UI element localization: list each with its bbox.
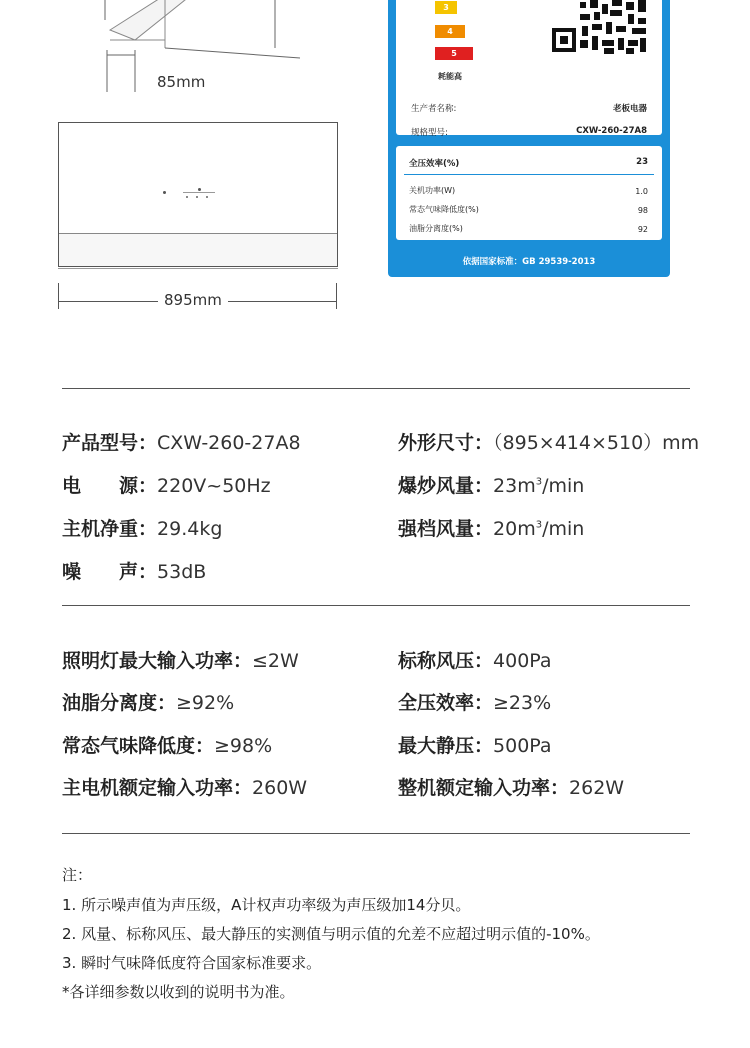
metric-value: 98 <box>637 206 648 215</box>
metric-label: 关机功率(W) <box>409 186 456 195</box>
spec-size: 外形尺寸：（895×414×510）mm <box>398 432 700 454</box>
primary-metric-label: 全压效率(%) <box>409 159 460 169</box>
note-item: 3. 瞬时气味降低度符合国家标准要求。 <box>62 954 322 972</box>
spec-odor-reduction: 常态气味降低度：≥98% <box>62 735 273 757</box>
note-item: *各详细参数以收到的说明书为准。 <box>62 983 295 1001</box>
model-value: CXW-260-27A8 <box>576 126 647 136</box>
note-item: 2. 风量、标称风压、最大静压的实测值与明示值的允差不应超过明示值的-10%。 <box>62 925 600 943</box>
qr-code-icon <box>550 0 650 56</box>
manufacturer-label: 生产者名称: <box>411 104 457 114</box>
spec-net-weight: 主机净重：29.4kg <box>62 518 223 540</box>
grade-5-bar: 5 <box>435 47 473 60</box>
control-dot <box>163 191 166 194</box>
spec-stirfry-airflow: 爆炒风量：$23m^3/\min$ <box>398 475 585 497</box>
grade-caption: 耗能高 <box>438 72 462 81</box>
divider <box>62 605 690 606</box>
depth-dimension: 85mm <box>151 73 211 91</box>
manufacturer-value: 老板电器 <box>612 104 647 114</box>
spec-noise: 噪 声：53dB <box>62 561 207 583</box>
metric-label: 常态气味降低度(%) <box>409 205 479 214</box>
metric-value: 1.0 <box>635 187 648 196</box>
energy-label <box>388 0 670 277</box>
grade-3-bar: 3 <box>435 1 457 14</box>
metric-value: 92 <box>637 225 648 234</box>
primary-metric-value: 23 <box>636 157 648 167</box>
spec-total-power: 整机额定输入功率：262W <box>398 777 625 799</box>
spec-pressure-efficiency: 全压效率：≥23% <box>398 692 552 714</box>
spec-nominal-pressure: 标称风压：400Pa <box>398 650 552 672</box>
model-label: 规格型号: <box>411 128 448 138</box>
spec-max-static-pressure: 最大静压：500Pa <box>398 735 552 757</box>
spec-grease-separation: 油脂分离度：≥92% <box>62 692 235 714</box>
spec-light-power: 照明灯最大输入功率：≤2W <box>62 650 299 672</box>
energy-label-standard: 依据国家标准：GB 29539-2013 <box>462 257 596 267</box>
energy-label-metrics-panel <box>396 146 662 240</box>
note-item: 1. 所示噪声值为声压级，A计权声功率级为声压级加14分贝。 <box>62 896 471 914</box>
spec-power-supply: 电 源：220V~50Hz <box>62 475 271 497</box>
spec-model: 产品型号：CXW-260-27A8 <box>62 432 301 454</box>
energy-label-top-panel <box>396 0 662 138</box>
metric-label: 油脂分离度(%) <box>409 224 463 233</box>
divider <box>62 388 690 389</box>
spec-strong-airflow: 强档风量：$20m^3/\min$ <box>398 518 585 540</box>
front-view <box>58 122 338 267</box>
notes-title: 注： <box>62 866 93 884</box>
grade-4-bar: 4 <box>435 25 465 38</box>
width-dimension: 895mm <box>158 291 228 309</box>
divider <box>62 833 690 834</box>
control-dot <box>198 188 201 191</box>
spec-motor-power: 主电机额定输入功率：260W <box>62 777 308 799</box>
